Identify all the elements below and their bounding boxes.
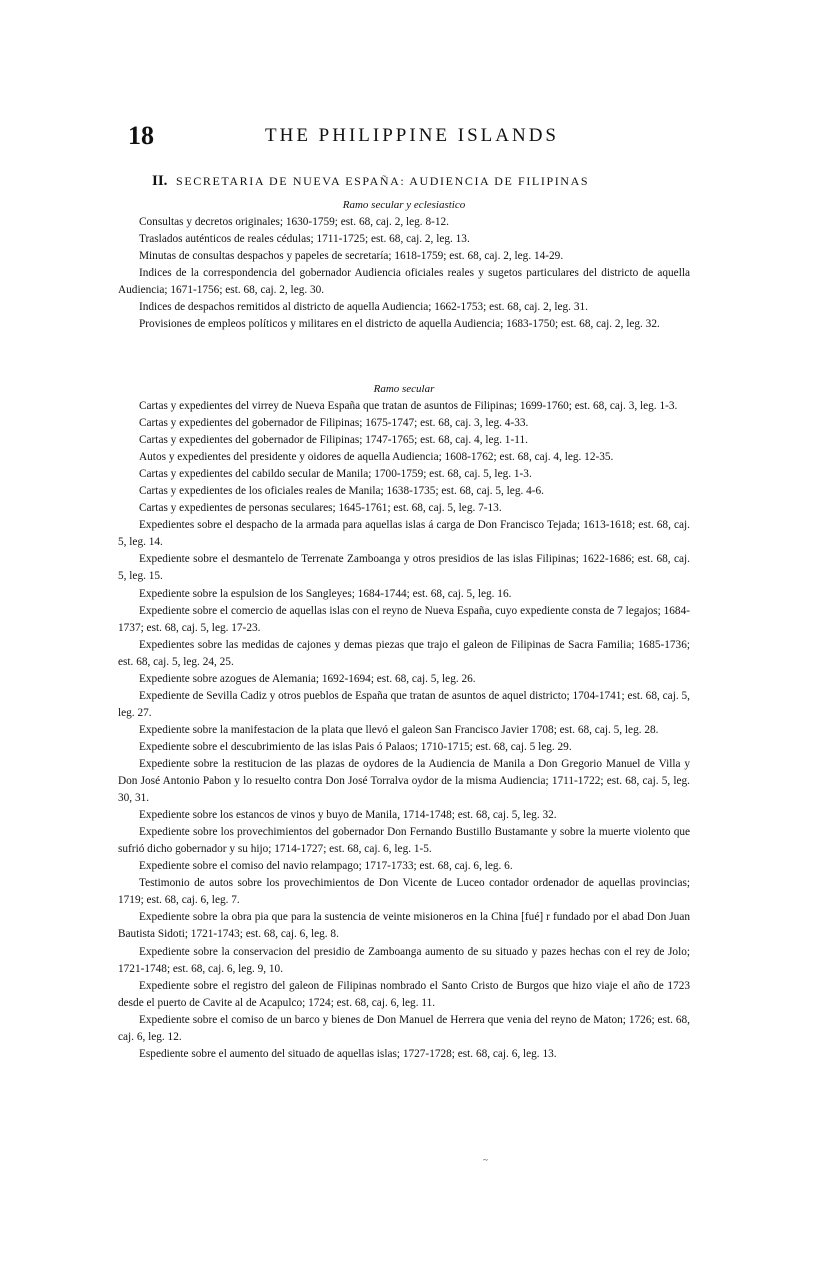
running-title: THE PHILIPPINE ISLANDS — [265, 125, 559, 146]
list-item: Expediente sobre la obra pia que para la sustencia de veinte misioneros en la China [fué] r fundado por el abad Don Juan Bautista Sidoti; 1721-1743; est. 68, caj. 6, leg. 8. — [118, 911, 690, 941]
list-item: Indices de despachos remitidos al districto de aquella Audiencia; 1662-1753; est. 68, caj. 2, leg. 31. — [139, 301, 588, 314]
list-item: Cartas y expedientes del cabildo secular de Manila; 1700-1759; est. 68, caj. 5, leg. 1-3. — [139, 468, 532, 481]
list-item: Expediente sobre la restitucion de las plazas de oydores de la Audiencia de Manila a Don Gregorio Manuel de Villa y Don José Antonio Pabon y lo resuelto contra Don José Torralva oydor de la misma Audiencia; 1711-1722; est. 68, caj. 5, leg. 30, 31. — [118, 757, 690, 805]
list-item: Provisiones de empleos políticos y militares en el districto de aquella Audiencia; 1683-1750; est. 68, caj. 2, leg. 32. — [139, 318, 660, 331]
list-item: Consultas y decretos originales; 1630-1759; est. 68, caj. 2, leg. 8-12. — [139, 216, 449, 228]
list-item: Expediente sobre los estancos de vinos y buyo de Manila, 1714-1748; est. 68, caj. 5, leg. 32. — [139, 809, 557, 822]
page-number: 18 — [128, 121, 154, 150]
list-item: Expedientes sobre el despacho de la armada para aquellas islas á carga de Don Francisco Tejada; 1613-1618; est. 68, caj. 5, leg. 14. — [118, 519, 690, 549]
list-item: Cartas y expedientes del gobernador de Filipinas; 1747-1765; est. 68, caj. 4, leg. 1-11. — [139, 434, 528, 447]
printer-mark: ~ — [483, 1155, 488, 1165]
list-item: Cartas y expedientes de personas seculares; 1645-1761; est. 68, caj. 5, leg. 7-13. — [139, 502, 502, 515]
section-heading — [152, 173, 589, 190]
list-item: Testimonio de autos sobre los provechimientos de Don Vicente de Luceo contador ordenador de aquellas provincias; 1719; est. 68, caj. 6, leg. 7. — [118, 877, 690, 907]
list-item: Expediente sobre la espulsion de los Sangleyes; 1684-1744; est. 68, caj. 5, leg. 16. — [139, 587, 512, 600]
subsection-ecclesiastical — [118, 196, 690, 333]
list-item: Cartas y expedientes del virrey de Nueva España que tratan de asuntos de Filipinas; 1699-1760; est. 68, caj. 3, leg. 1-3. — [139, 400, 678, 412]
list-item: Expedientes sobre las medidas de cajones y demas piezas que trajo el galeon de Filipinas de Sacra Familia; 1685-1736; est. 68, caj. 5, leg. 24, 25. — [118, 638, 690, 668]
list-item: Expediente sobre los provechimientos del gobernador Don Fernando Bustillo Bustamante y sobre la muerte violento que sufrió dicho gobernador y su hijo; 1714-1727; est. 68, caj. 6, leg. 1-5. — [118, 826, 690, 856]
list-item: Expediente sobre el comercio de aquellas islas con el reyno de Nueva España, cuyo expediente consta de 7 legajos; 1684-1737; est. 68, caj. 5, leg. 17-23. — [118, 604, 690, 634]
list-item: Espediente sobre el aumento del situado de aquellas islas; 1727-1728; est. 68, caj. 6, leg. 13. — [139, 1047, 557, 1060]
subsection-secular — [118, 380, 690, 1063]
list-item: Minutas de consultas despachos y papeles de secretaría; 1618-1759; est. 68, caj. 2, leg. 14-29. — [139, 250, 564, 263]
section-number: II. — [152, 173, 168, 189]
list-item: Traslados auténticos de reales cédulas; 1711-1725; est. 68, caj. 2, leg. 13. — [139, 233, 470, 246]
list-item: Indices de la correspondencia del gobernador Audiencia oficiales reales y sugetos particulares del districto de aquella Audiencia; 1671-1756; est. 68, caj. 2, leg. 30. — [118, 267, 690, 297]
subsection-heading: Ramo secular y eclesiastico — [342, 199, 466, 211]
list-item: Cartas y expedientes del gobernador de Filipinas; 1675-1747; est. 68, caj. 3, leg. 4-33. — [139, 417, 529, 430]
list-item: Cartas y expedientes de los oficiales reales de Manila; 1638-1735; est. 68, caj. 5, leg. 4-6. — [139, 485, 544, 498]
list-item: Expediente sobre el registro del galeon de Filipinas nombrado el Santo Cristo de Burgos que hizo viaje el año de 1723 desde el puerto de Cavite al de Acapulco; 1724; est. 68, caj. 6, leg. 11. — [118, 979, 690, 1009]
subsection-heading: Ramo secular — [373, 383, 435, 395]
list-item: Expediente sobre azogues de Alemania; 1692-1694; est. 68, caj. 5, leg. 26. — [139, 672, 476, 685]
list-item: Expediente sobre el comiso de un barco y bienes de Don Manuel de Herrera que venia del reyno de Maton; 1726; est. 68, caj. 6, leg. 12. — [118, 1013, 690, 1043]
list-item: Expediente sobre la manifestacion de la plata que llevó el galeon San Francisco Javier 1708; est. 68, caj. 5, leg. 28. — [139, 723, 659, 736]
list-item: Expediente sobre la conservacion del presidio de Zamboanga aumento de su situado y pazes hechas con el rey de Jolo; 1721-1748; est. 68, caj. 6, leg. 9, 10. — [118, 945, 690, 975]
list-item: Expediente de Sevilla Cadiz y otros pueblos de España que tratan de asuntos de aquel districto; 1704-1741; est. 68, caj. 5, leg. 27. — [118, 689, 690, 719]
list-item: Expediente sobre el descubrimiento de las islas Pais ó Palaos; 1710-1715; est. 68, caj. 5 leg. 29. — [139, 740, 572, 753]
section-title-text: SECRETARIA DE NUEVA ESPAÑA: AUDIENCIA DE FILIPINAS — [176, 174, 590, 188]
list-item: Expediente sobre el desmantelo de Terrenate Zamboanga y otros presidios de las islas Filipinas; 1622-1686; est. 68, caj. 5, leg. 15. — [118, 553, 690, 583]
list-item: Autos y expedientes del presidente y oidores de aquella Audiencia; 1608-1762; est. 68, caj. 4, leg. 12-35. — [139, 451, 614, 464]
list-item: Expediente sobre el comiso del navio relampago; 1717-1733; est. 68, caj. 6, leg. 6. — [139, 860, 513, 873]
